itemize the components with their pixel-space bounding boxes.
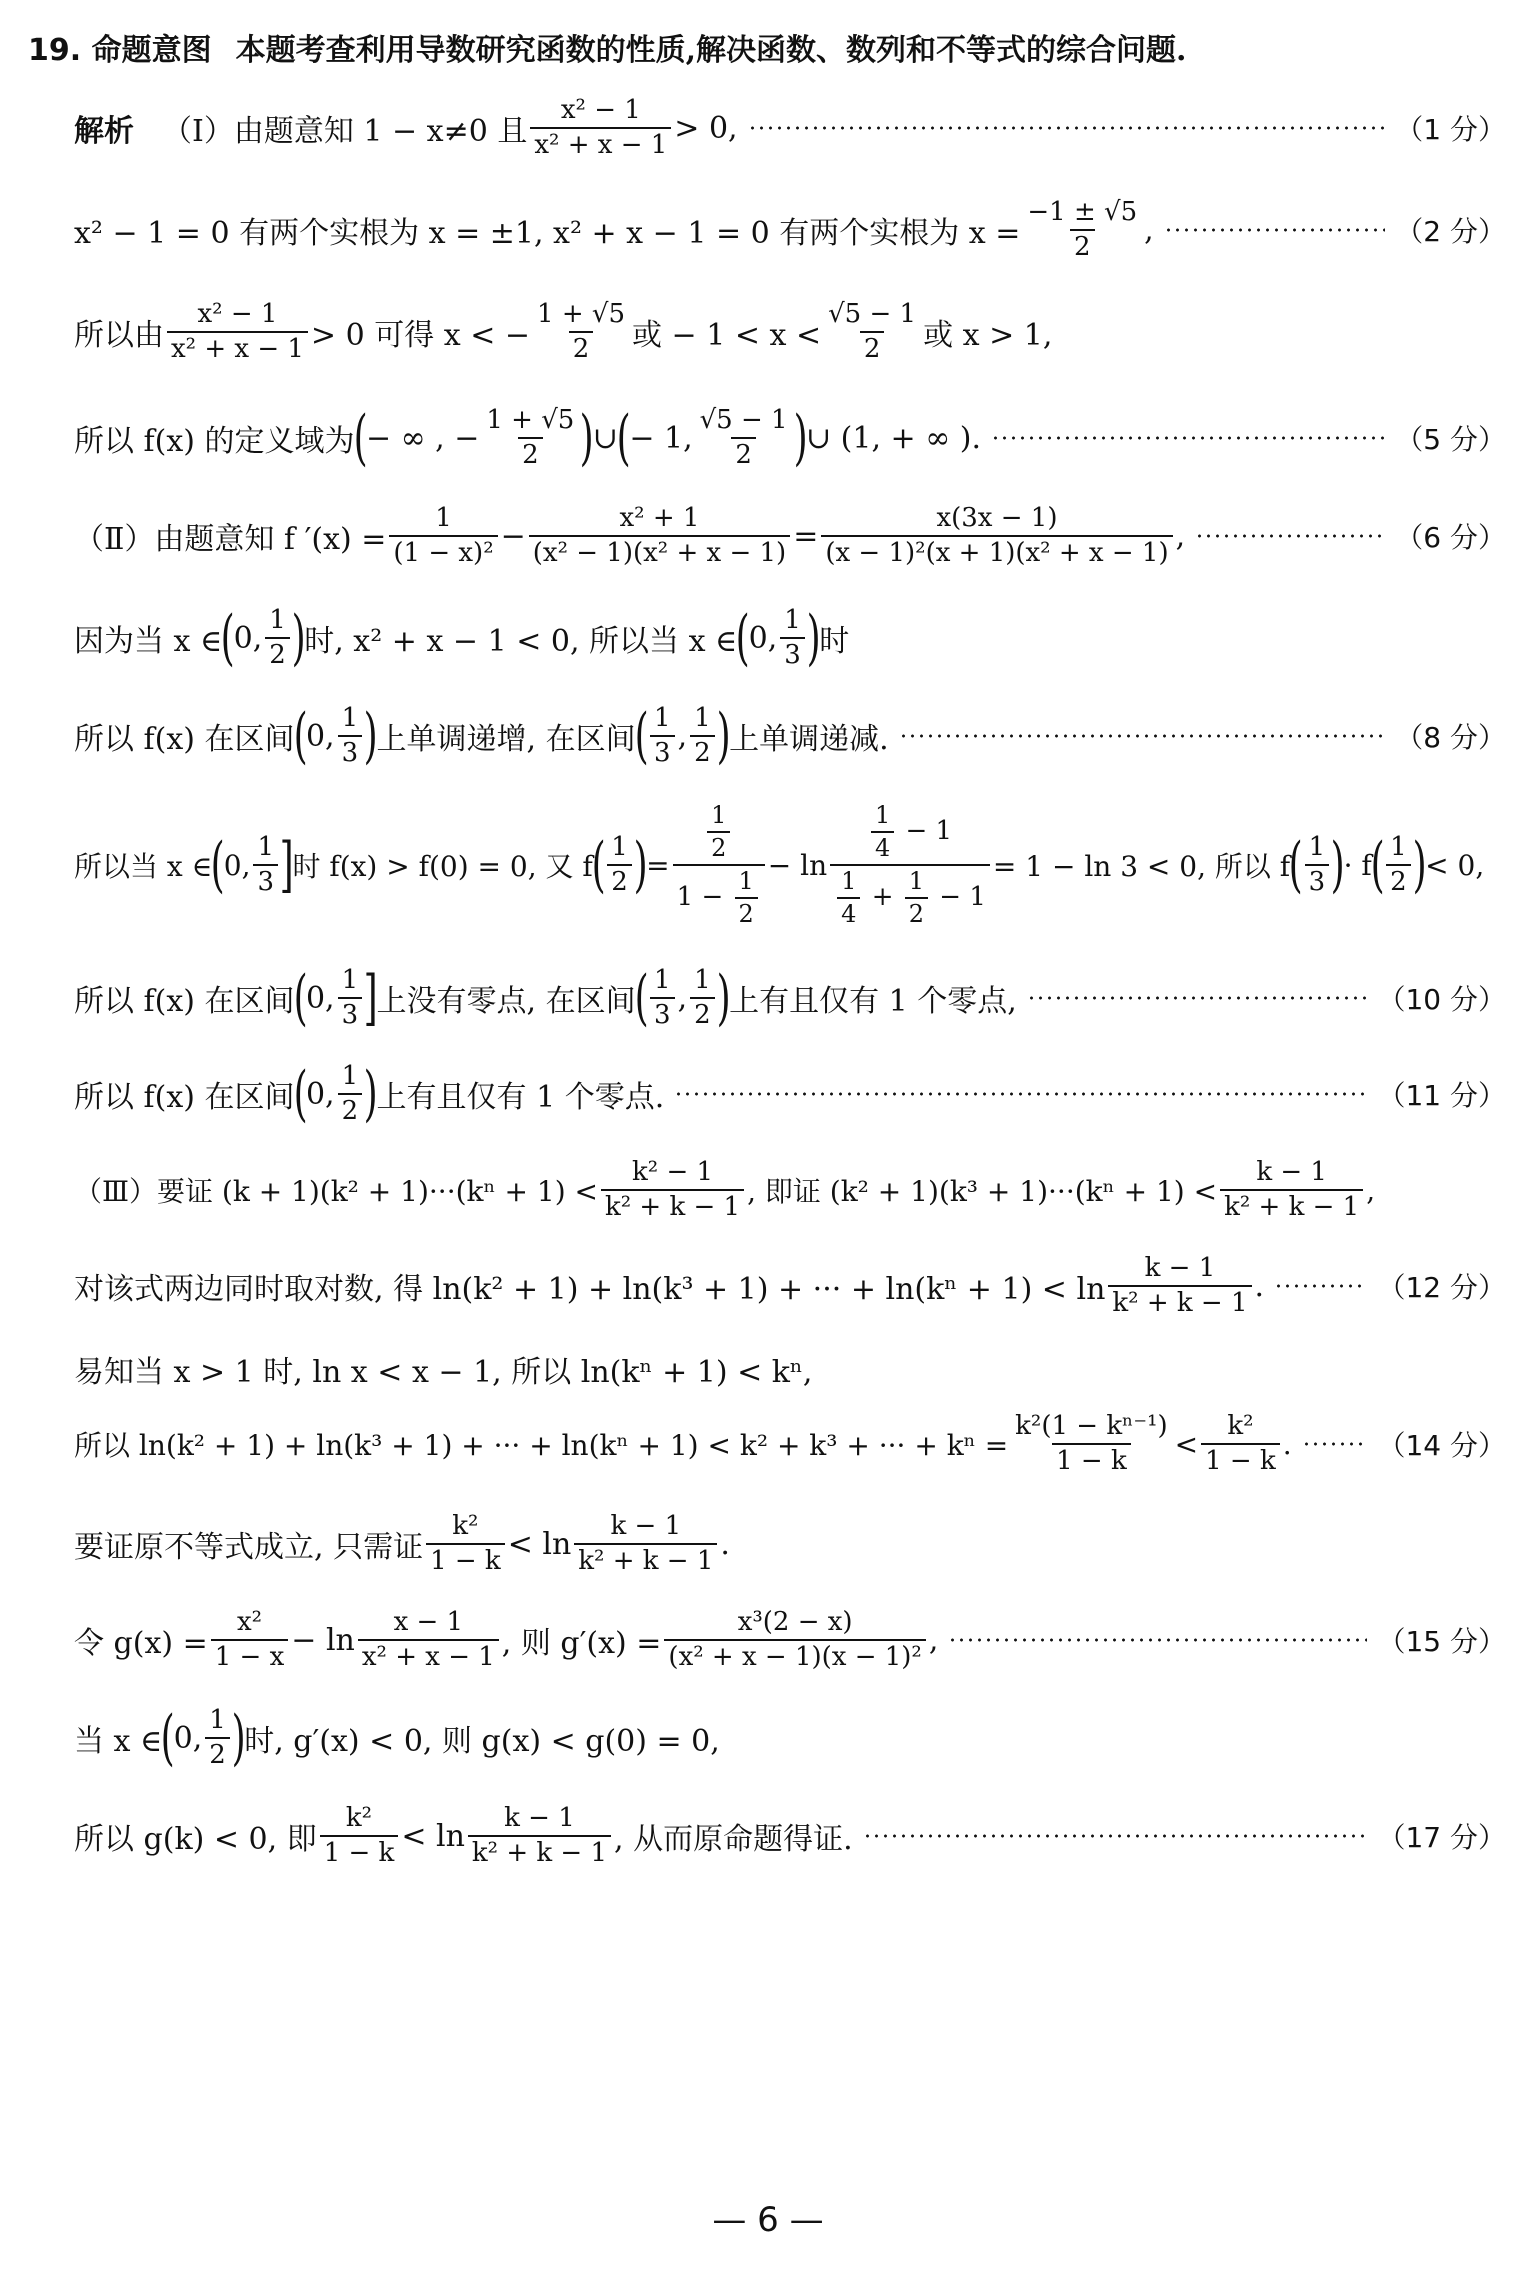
fraction: $\frac{\text{k²}}{1 - k}$ xyxy=(1201,1412,1280,1476)
text-seg: , xyxy=(928,1622,939,1658)
text-seg: 令 g(x) = xyxy=(74,1626,208,1661)
compound-fraction: $\frac{1}{2}$ 1 − $\frac{1}{2}$ xyxy=(673,802,765,928)
solution-line-7 xyxy=(74,696,1506,776)
paren-open: ( xyxy=(1370,830,1385,900)
paren-close: ) xyxy=(1412,830,1427,900)
fraction: $\frac{1}{2}$ xyxy=(265,606,290,670)
paren-close: ) xyxy=(363,701,378,771)
text-seg: = xyxy=(646,848,670,882)
leader-dots xyxy=(674,1092,1367,1096)
leader-dots xyxy=(748,126,1386,130)
text-seg: 0, xyxy=(233,620,263,656)
solution-line-17 xyxy=(74,1698,1506,1778)
text-seg: 因为当 x ∈ xyxy=(74,624,223,659)
solution-line-18 xyxy=(74,1796,1506,1876)
text-seg: （Ⅲ）要证 (k + 1)(k² + 1)···(kⁿ + 1) < xyxy=(74,1175,598,1208)
paren-close: ) xyxy=(716,963,731,1033)
text-seg: < ln xyxy=(401,1818,465,1854)
solution-line-14 xyxy=(74,1404,1506,1484)
paren-open: ( xyxy=(616,403,631,473)
text-seg: 0, xyxy=(223,848,251,882)
fraction: $\frac{\text{x²}}{1 - x}$ xyxy=(211,1608,289,1672)
fraction: $\frac{\text{x² − 1}}{\text{x² + x − 1}}$ xyxy=(167,300,308,364)
fraction: $\frac{1}{2}$ xyxy=(205,1706,230,1770)
fraction: $\frac{k - 1}{\text{k² + k − 1}}$ xyxy=(1108,1254,1251,1318)
text-seg: , 则 g′(x) = xyxy=(501,1626,662,1661)
solution-line-8 xyxy=(74,790,1506,940)
fraction: $\frac{1}{\text{(1 − x)²}}$ xyxy=(389,504,497,568)
paren-close: ) xyxy=(580,403,595,473)
text-seg: 所以 f(x) 在区间 xyxy=(74,1080,295,1115)
paren-open: ( xyxy=(293,1059,308,1129)
text-seg: , xyxy=(677,718,688,754)
text-seg: · f xyxy=(1343,848,1372,882)
leader-dots xyxy=(1195,534,1385,538)
leader-dots xyxy=(1164,228,1386,232)
text-seg: , xyxy=(677,980,688,1016)
text-seg: ∪ (1, + ∞ ). xyxy=(806,420,981,456)
paren-close: ) xyxy=(231,1703,246,1773)
solution-line-15 xyxy=(74,1504,1506,1584)
fraction: $\frac{1}{4}$ xyxy=(837,868,860,928)
paren-open: ( xyxy=(634,701,649,771)
score-label: （5 分） xyxy=(1395,423,1506,456)
text-seg: < xyxy=(1174,1427,1199,1461)
fraction: $\frac{1}{2}$ xyxy=(607,833,632,897)
text-seg: ∪ xyxy=(592,420,618,456)
score-label: （2 分） xyxy=(1395,215,1506,248)
text-seg: 所以 f(x) 在区间 xyxy=(74,984,295,1019)
leader-dots xyxy=(1027,996,1368,1000)
text-seg: , xyxy=(1366,1173,1376,1207)
fraction: $\frac{\text{k² − 1}}{\text{k² + k − 1}}$ xyxy=(601,1158,744,1222)
fraction: $\frac{\text{k²(1 − kⁿ⁻¹)}}{1 - k}$ xyxy=(1015,1410,1168,1476)
paren-close: ) xyxy=(793,403,808,473)
text-seg: . xyxy=(1254,1268,1265,1304)
compound-fraction: $\frac{1}{4}$ − 1 $\frac{1}{4}$ + $\frac{1}{2}$ − 1 xyxy=(830,802,990,928)
text-seg: − xyxy=(500,518,526,554)
fraction: $\frac{x - 1}{\text{x² + x − 1}}$ xyxy=(358,1608,499,1672)
bracket-close: ] xyxy=(363,963,378,1033)
text-seg: = 1 − ln 3 < 0, 所以 f xyxy=(992,850,1291,883)
fraction: $\frac{k - 1}{\text{k² + k − 1}}$ xyxy=(1220,1158,1363,1222)
solution-line-1 xyxy=(74,88,1506,168)
score-label: （12 分） xyxy=(1377,1271,1506,1304)
leader-dots xyxy=(948,1638,1367,1642)
solution-line-16 xyxy=(74,1600,1506,1680)
text-seg: 所以 f(x) 的定义域为 xyxy=(74,424,355,459)
text-seg: 时, g′(x) < 0, 则 g(x) < g(0) = 0, xyxy=(244,1724,720,1759)
solution-line-11 xyxy=(74,1150,1506,1230)
text-seg: 对该式两边同时取对数, 得 ln(k² + 1) + ln(k³ + 1) + ··· + ln(kⁿ + 1) < ln xyxy=(74,1272,1106,1307)
text-seg: 上单调递增, 在区间 xyxy=(376,722,636,757)
paren-close: ) xyxy=(1330,830,1345,900)
fraction: $\frac{1 + √5}{2}$ xyxy=(537,298,625,364)
fraction: $\frac{1}{3}$ xyxy=(338,704,363,768)
paren-close: ) xyxy=(716,701,731,771)
fraction: $\frac{1}{2}$ xyxy=(735,868,758,928)
text-seg: 0, xyxy=(173,1720,203,1756)
text-seg: − ln xyxy=(291,1622,355,1658)
score-label: （6 分） xyxy=(1395,521,1506,554)
fraction: $\frac{x(3x - 1)}{\text{(x − 1)²(x + 1)(x² + x − 1)}}$ xyxy=(821,504,1172,568)
text-seg: > 0 可得 x < − xyxy=(310,318,531,353)
fraction: $\frac{1}{3}$ xyxy=(650,704,675,768)
text-seg: 易知当 x > 1 时, ln x < x − 1, 所以 ln(kⁿ + 1) < kⁿ, xyxy=(74,1355,813,1390)
fraction: $\frac{1}{2}$ xyxy=(338,1062,363,1126)
text-seg: （Ⅱ）由题意知 f ′(x) = xyxy=(74,522,387,557)
fraction: $\frac{1}{3}$ xyxy=(338,966,363,1030)
text-seg: < 0, xyxy=(1425,848,1485,882)
text-seg: − ∞ , − xyxy=(365,420,480,456)
leader-dots xyxy=(991,436,1385,440)
text-seg: < ln xyxy=(507,1526,572,1562)
text-seg: 0, xyxy=(305,1076,335,1112)
solution-label: 解析 xyxy=(74,114,134,149)
text-seg: 所以 ln(k² + 1) + ln(k³ + 1) + ··· + ln(kⁿ + 1) < k² + k³ + ··· + kⁿ = xyxy=(74,1429,1009,1462)
paren-open: ( xyxy=(634,963,649,1033)
text-seg: . xyxy=(1282,1427,1292,1461)
text-seg: 所以 g(k) < 0, 即 xyxy=(74,1822,317,1857)
text-seg: 0, xyxy=(748,620,778,656)
fraction: $\frac{k - 1}{\text{k² + k − 1}}$ xyxy=(574,1512,717,1576)
text-seg: , 即证 (k² + 1)(k³ + 1)···(kⁿ + 1) < xyxy=(747,1175,1218,1208)
score-label: （11 分） xyxy=(1377,1079,1506,1112)
text-seg: > 0, xyxy=(674,110,738,146)
text-seg: . xyxy=(720,1526,730,1562)
paren-close: ) xyxy=(363,1059,378,1129)
problem-header xyxy=(28,22,1506,72)
text-seg: 时 xyxy=(819,624,850,659)
score-label: （15 分） xyxy=(1377,1625,1506,1658)
fraction: $\frac{1}{4}$ xyxy=(871,802,894,862)
fraction: $\frac{1}{2}$ xyxy=(690,966,715,1030)
score-label: （1 分） xyxy=(1395,113,1506,146)
solution-line-13 xyxy=(74,1344,1506,1394)
fraction: $\frac{1}{2}$ xyxy=(905,868,928,928)
paren-open: ( xyxy=(211,830,226,900)
text-seg: （Ⅰ）由题意知 1 − x≠0 且 xyxy=(162,114,528,149)
fraction: $\frac{\text{k²}}{1 - k}$ xyxy=(426,1512,505,1576)
text-seg: 0, xyxy=(305,718,335,754)
text-seg: 当 x ∈ xyxy=(74,1724,163,1759)
text-seg: 0, xyxy=(305,980,335,1016)
score-label: （10 分） xyxy=(1377,983,1506,1016)
solution-line-9 xyxy=(74,958,1506,1038)
fraction: $\frac{1}{2}$ xyxy=(690,704,715,768)
solution-line-6 xyxy=(74,598,1506,678)
fraction: $\frac{\text{x² − 1}}{\text{x² + x − 1}}$ xyxy=(530,96,671,160)
text-seg: 上有且仅有 1 个零点. xyxy=(376,1080,665,1115)
fraction: $\frac{1 + √5}{2}$ xyxy=(486,404,575,470)
text-seg: x² − 1 = 0 有两个实根为 x = ±1, x² + x − 1 = 0 有两个实根为 x = xyxy=(74,216,1021,251)
paren-close: ) xyxy=(291,603,306,673)
fraction: $\frac{\text{x² + 1}}{\text{(x² − 1)(x² + x − 1)}}$ xyxy=(529,504,790,568)
text-seg: 或 − 1 < x < xyxy=(632,318,822,353)
fraction: $\frac{1}{3}$ xyxy=(780,606,805,670)
paren-open: ( xyxy=(293,963,308,1033)
text-seg: 要证原不等式成立, 只需证 xyxy=(74,1530,424,1565)
text-seg: − ln xyxy=(767,848,828,882)
solution-line-2 xyxy=(74,190,1506,270)
text-seg: 所以 f(x) 在区间 xyxy=(74,722,295,757)
bracket-close: ] xyxy=(279,830,294,900)
paren-open: ( xyxy=(353,403,368,473)
problem-intent: 本题考查利用导数研究函数的性质,解决函数、数列和不等式的综合问题. xyxy=(235,33,1187,68)
paren-open: ( xyxy=(160,1703,175,1773)
fraction: $\frac{\text{k²}}{1 - k}$ xyxy=(320,1804,399,1868)
fraction: $\frac{1}{2}$ xyxy=(707,802,730,862)
paren-open: ( xyxy=(220,603,235,673)
fraction: $\frac{1}{2}$ xyxy=(1386,833,1411,897)
paren-open: ( xyxy=(293,701,308,771)
problem-number: 19. 命题意图 xyxy=(28,33,212,68)
fraction: $\frac{-1 \pm √5}{2}$ xyxy=(1027,196,1138,262)
score-label: （17 分） xyxy=(1377,1821,1506,1854)
text-seg: 上有且仅有 1 个零点, xyxy=(729,984,1017,1019)
solution-line-5 xyxy=(74,496,1506,576)
text-seg: 或 x > 1, xyxy=(923,318,1053,353)
score-label: （8 分） xyxy=(1395,721,1506,754)
text-seg: 时 f(x) > f(0) = 0, 又 f xyxy=(292,850,593,883)
text-seg: 时, x² + x − 1 < 0, 所以当 x ∈ xyxy=(304,624,738,659)
fraction: $\frac{k - 1}{\text{k² + k − 1}}$ xyxy=(468,1804,611,1868)
text-seg: , xyxy=(1144,212,1154,248)
solution-line-4 xyxy=(74,398,1506,478)
text-seg: 所以当 x ∈ xyxy=(74,850,213,883)
text-seg: , xyxy=(1175,518,1186,554)
fraction: $\frac{1}{3}$ xyxy=(650,966,675,1030)
paren-open: ( xyxy=(735,603,750,673)
text-seg: 上没有零点, 在区间 xyxy=(376,984,636,1019)
score-label: （14 分） xyxy=(1377,1429,1506,1462)
fraction: $\frac{√5 - 1}{2}$ xyxy=(828,298,917,364)
text-seg: 所以由 xyxy=(74,318,164,353)
solution-line-3 xyxy=(74,292,1506,372)
leader-dots xyxy=(899,734,1386,738)
leader-dots xyxy=(863,1834,1368,1838)
paren-close: ) xyxy=(633,830,648,900)
solution-line-10 xyxy=(74,1054,1506,1134)
fraction: $\frac{1}{3}$ xyxy=(253,833,278,897)
paren-open: ( xyxy=(591,830,606,900)
fraction: $\frac{1}{3}$ xyxy=(1305,833,1330,897)
solution-line-12 xyxy=(74,1246,1506,1326)
text-seg: , 从而原命题得证. xyxy=(614,1822,853,1857)
fraction: $\frac{\text{x³(2 − x)}}{\text{(x² + x − 1)(x − 1)²}}$ xyxy=(664,1608,925,1672)
leader-dots xyxy=(1274,1284,1367,1288)
text-seg: = xyxy=(793,518,819,554)
text-seg: − 1, xyxy=(629,420,693,456)
page-number: — 6 — xyxy=(712,2200,824,2240)
paren-close: ) xyxy=(806,603,821,673)
text-seg: 上单调递减. xyxy=(729,722,889,757)
fraction: $\frac{√5 - 1}{2}$ xyxy=(699,404,788,470)
paren-open: ( xyxy=(1288,830,1303,900)
leader-dots xyxy=(1302,1442,1368,1446)
